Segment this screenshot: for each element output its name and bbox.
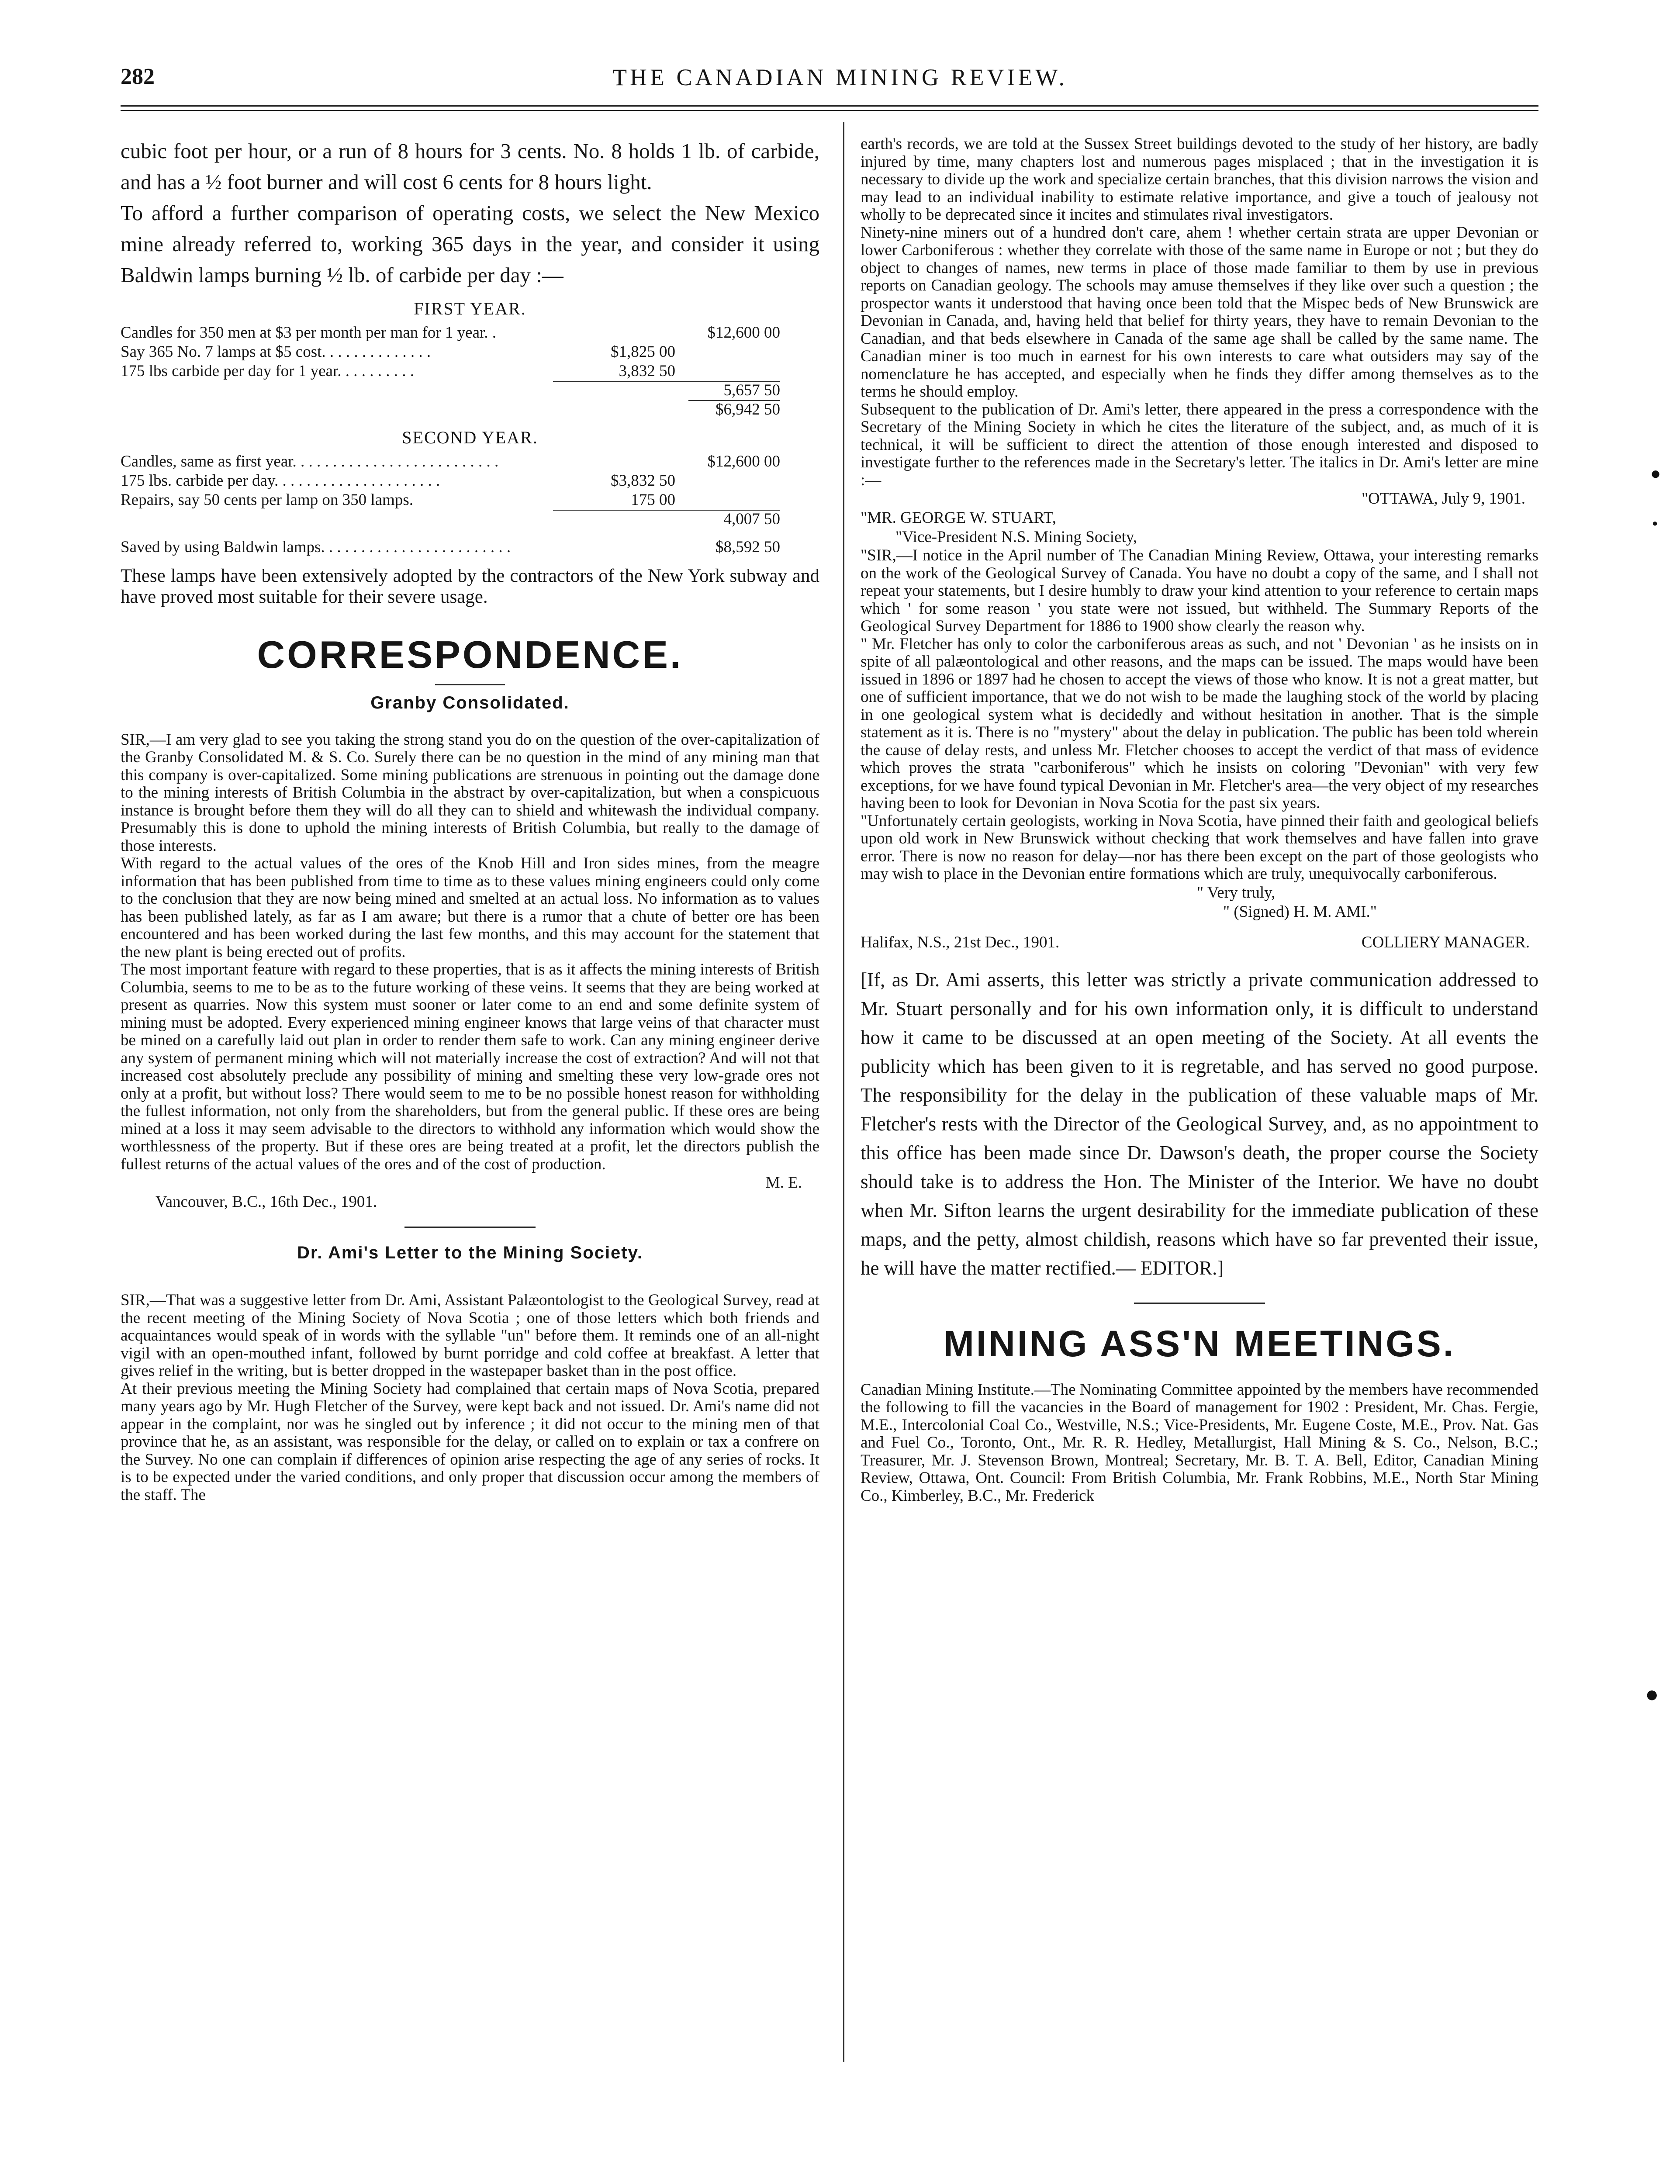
granby-heading: Granby Consolidated.: [370, 693, 570, 712]
ami-heading: Dr. Ami's Letter to the Mining Society.: [297, 1243, 643, 1263]
paragraph: " Mr. Fletcher has only to color the carboniferous areas as such, and not ' Devonian ' as he insists on in spite of all palæontological and other reasons, and the maps can be issued. The maps would have been issued in 1896 or 1897 had he chosen to accept the views of those who know. It is not a great matter, but one of sufficient importance, that we do not wish to be made the laughing stock of the world by placing in one geological system what is decidedly and without hesitation in another. That is the simple statement as it is. There is no "mystery" about the delay in publication. The public has been told wherein the cause of delay rests, and unless Mr. Fletcher chooses to accept the verdict of that mass of evidence which proves the strata "carboniferous" which he insists on coloring "Devonian" with very few exceptions, for we have found typical Devonian in Mr. Fletcher's area—the very object of my researches having been to look for Devonian in Nova Scotia for the past six years.: [861, 635, 1538, 812]
letter-date: "OTTAWA, July 9, 1901.: [1361, 490, 1525, 508]
section-rule: [404, 1227, 536, 1228]
meetings-section: [861, 1381, 1538, 1505]
section-rule: [1134, 1303, 1265, 1304]
dateline-author: COLLIERY MANAGER.: [1361, 933, 1530, 951]
ledger-row: Candles for 350 men at $3 per month per man for 1 year. . $12,600 00: [121, 324, 780, 342]
header-rule: [121, 105, 1538, 107]
ink-spot: ●: [1645, 1682, 1659, 1707]
ledger-row: 175 lbs carbide per day for 1 year. . . . . . . . . . 3,832 50: [121, 362, 819, 381]
meetings-heading: MINING ASS'N MEETINGS.: [943, 1323, 1456, 1364]
ink-spot: ●: [1652, 518, 1658, 529]
paragraph: "SIR,—I notice in the April number of The Canadian Mining Review, Ottawa, your interesting remarks on the work of the Geological Survey of Canada. You have no doubt a copy of the same, and I shall not repeat your statements, but I desire humbly to draw your kind attention to your reference to certain maps which ' for some reason ' you state were not issued, but withheld. The Summary Reports of the Geological Survey Department for 1886 to 1900 show clearly the reason why.: [861, 546, 1538, 635]
paragraph: earth's records, we are told at the Sussex Street buildings devoted to the study of her history, are badly injured by time, many chapters lost and numerous pages misplaced ; that in the investigation it is necessary to divide up the work and specialize certain branches, that this division narrows the vision and may lead to an individual inability to estimate relative importance, and give a touch of jealousy not wholly to be deprecated since it incites and stimulates rival investigators.: [861, 135, 1538, 224]
paragraph: SIR,—I am very glad to see you taking the strong stand you do on the question of the over-capitalization of the Granby Consolidated M. & S. Co. Surely there can be no question in the mind of any mining man that this company is over-capitalized. Some mining publications are strenuous in pointing out the damage done to the mining interests of British Columbia in the abstract by over-capitalization, but when a conspicuous instance is brought before them they will do all they can to shield and whitewash the individual company. Presumably this is done to uphold the mining interests of British Columbia, but really to the damage of those interests.: [121, 730, 819, 855]
ami-continued: [861, 135, 1538, 952]
paragraph: At their previous meeting the Mining Society had complained that certain maps of Nova Scotia, prepared many years ago by Mr. Hugh Fletcher of the Survey, were kept back and not issued. Dr. Ami's name did not appear in the complaint, nor was he singled out by inference ; it did not occur to the mining men of that province that he, as an assistant, was responsible for the delay, or called on to explain or tax a confrere on the Survey. No one can complain if differences of opinion arise respecting the age of any series of rocks. It is to be expected under the varied conditions, and only proper that discussion occur among the members of the staff. The: [121, 1379, 819, 1504]
left-column: [121, 135, 819, 1504]
right-column: [861, 135, 1538, 1505]
dateline-row: [861, 933, 1538, 952]
paragraph: With regard to the actual values of the ores of the Knob Hill and Iron sides mines, from the meagre information that has been published from time to time as to these values mining engineers could only come to the conclusion that they are now being mined and smelted at an actual loss. No information as to values has been published lately, as far as I am aware; but there is a rumor that a chute of better ore has been encountered and has been worked during the last few months, and this may account for the statement that the new plant is being erected out of profits.: [121, 854, 819, 961]
paragraph: [If, as Dr. Ami asserts, this letter was strictly a private communication addressed to Mr. Stuart personally and for his own information only, it is difficult to understand how it came to be discussed at an open meeting of the Society. At all events the publicity which has been given to it is regretable, and has served no good purpose. The responsibility for the delay in the publication of these valuable maps of Mr. Fletcher's rests with the Director of the Geological Survey, and, as no appointment to this office has been made since Dr. Dawson's death, the proper course the Society should take is to address the Hon. The Minister of the Interior. We have no doubt when Mr. Sifton learns the urgent desirability for the immediate publication of these maps, and the petty, almost childish, reasons which have so far prevented their issue, he will have the matter rectified.— EDITOR.]: [861, 968, 1538, 1279]
paragraph: These lamps have been extensively adopted by the contractors of the New York subway and have proved most suitable for their severe usage.: [121, 566, 819, 607]
ledger-first-year: [121, 323, 819, 419]
editor-note: [861, 965, 1538, 1282]
ink-spot: ●: [1650, 463, 1661, 483]
letter-addressee-title: "Vice-President N.S. Mining Society,: [895, 528, 1137, 546]
paragraph: "Unfortunately certain geologists, working in Nova Scotia, have pinned their faith and geological beliefs upon old work in New Brunswick without checking that work themselves and have fallen into grave error. There is now no reason for delay—nor has there been except on the part of those geologists who may wish to place in the Devonian entire formations which are truly, unequivocally carboniferous.: [861, 812, 1538, 883]
section-rule: [435, 684, 505, 685]
ledger-row: 4,007 50: [723, 510, 780, 528]
correspondence-heading: CORRESPONDENCE.: [257, 633, 683, 676]
ledger-row: Candles, same as first year. . . . . . . . . . . . . . . . . . . . . . . . . . $12,600 00: [121, 453, 780, 470]
paragraph: Canadian Mining Institute.—The Nominating Committee appointed by the members have recommended the following to fill the vacancies in the Board of management for 1902 : President, Mr. Chas. Fergie, M.E., Intercolonial Coal Co., Westville, N.S.; Vice-Presidents, Mr. Eugene Coste, M.E., Prov. Nat. Gas and Fuel Co., Toronto, Ont., Mr. R. R. Hedley, Metallurgist, Hall Mining & S. Co., Nelson, B.C.; Treasurer, Mr. J. Stevenson Brown, Montreal; Secretary, Mr. B. T. A. Bell, Editor, Canadian Mining Review, Ottawa, Ont. Council: From British Columbia, Mr. Frank Robbins, M.E., North Star Mining Co., Kimberley, B.C., Mr. Frederick: [861, 1380, 1538, 1505]
ledger-row: 175 lbs. carbide per day. . . . . . . . . . . . . . . . . . . . . $3,832 50: [121, 472, 675, 490]
header-rule-thin: [121, 110, 1538, 111]
lamp-cost-section: [121, 135, 819, 290]
letter-addressee: "MR. GEORGE W. STUART,: [861, 509, 1057, 527]
ledger-row: 5,657 50: [121, 381, 819, 400]
running-head: THE CANADIAN MINING REVIEW.: [612, 64, 1068, 90]
ledger-heading: FIRST YEAR.: [414, 299, 526, 318]
dateline-place: Halifax, N.S., 21st Dec., 1901.: [861, 933, 1060, 951]
letter-dateline: Vancouver, B.C., 16th Dec., 1901.: [156, 1193, 377, 1211]
ledger-row: Say 365 No. 7 lamps at $5 cost. . . . . . . . . . . . . . $1,825 00: [121, 343, 675, 361]
paragraph: cubic foot per hour, or a run of 8 hours for 3 cents. No. 8 holds 1 lb. of carbide, and has a ½ foot burner and will cost 6 cents for 8 hours light.: [121, 139, 819, 194]
paragraph: Subsequent to the publication of Dr. Ami's letter, there appeared in the press a correspondence with the Secretary of the Mining Society in which he cites the literature of the subject, and, as much of it is technical, it will be sufficient to direct the attention of those enough interested and disposed to investigate further to the references made in the Secretary's letter. The italics in Dr. Ami's letter are mine :—: [861, 400, 1538, 489]
column-divider: [843, 122, 844, 2062]
ledger-row: Saved by using Baldwin lamps. . . . . . . . . . . . . . . . . . . . . . . . $8,592 50: [121, 538, 780, 556]
letter-signoff: M. E.: [765, 1174, 802, 1192]
page-number: 282: [121, 64, 155, 89]
ledger-row: $6,942 50: [716, 401, 780, 418]
ledger-row: Repairs, say 50 cents per lamp on 350 lamps. 175 00: [121, 491, 819, 510]
letter-signature: " (Signed) H. M. AMI.": [1223, 902, 1377, 921]
ledger-second-year: [121, 452, 819, 557]
ledger-heading: SECOND YEAR.: [402, 428, 538, 447]
granby-letter: [121, 731, 819, 1212]
paragraph: SIR,—That was a suggestive letter from Dr. Ami, Assistant Palæontologist to the Geological Survey, read at the recent meeting of the Mining Society of Nova Scotia ; one of those letters which both friends and acquaintances would speak of in words with the syllable "un" before them. It reminds one of an all-night vigil with an open-mouthed infant, followed by burnt porridge and cold coffee at breakfast. A letter that gives relief in the writing, but is better dropped in the wastepaper basket than in the post office.: [121, 1291, 819, 1380]
paragraph: Ninety-nine miners out of a hundred don't care, ahem ! whether certain strata are upper Devonian or lower Carboniferous : whether they correlate with those of the same name in Europe or not ; but they do object to changes of names, new terms in place of those made familiar to them by use in previous reports on Canadian geology. The schools may amuse themselves if they like over such a question ; the prospector wants it understood that having once been told that the Mispec beds of New Brunswick are Devonian in Canada, and, having held that belief for thirty years, they have to remain Devonian to the Canadian, and that beds elsewhere in Canada of the same age shall be called by the same name. The Canadian miner is too much in earnest for his own interests to care what outsiders may say of the nomenclature he has accepted, and especially when he finds they differ among themselves as to the terms he should employ.: [861, 223, 1538, 401]
paragraph: To afford a further comparison of operating costs, we select the New Mexico mine already referred to, working 365 days in the year, and consider it using Baldwin lamps burning ½ lb. of carbide per day :—: [121, 201, 819, 287]
ami-letter: [121, 1292, 819, 1504]
paragraph: The most important feature with regard to these properties, that is as it affects the mining interests of British Columbia, seems to me to be as to the future working of these veins. It seems that they are being worked at present as quarries. Now this system must sooner or later come to an end and some definite system of mining must be adopted. Every experienced mining engineer knows that large veins of that character must be mined on a carefully laid out plan in order to render them safe to work. Can any mining engineer derive any system of permanent mining which will not materially increase the cost of extraction? And will not that increased cost absolutely preclude any possibility of mining and smelting these very low-grade ores not only at a profit, but without loss? There would seem to me to be no possible honest reason for withholding the fullest information, not only from the shareholders, but from the general public. If these ores are being mined at a loss it may seem advisable to the directors to withhold any information which would show the worthlessness of the property. But if these ores are being treated at a profit, let the directors publish the fullest returns of the actual values of the ores and of the cost of production.: [121, 961, 819, 1173]
letter-close: " Very truly,: [1197, 883, 1276, 902]
lamp-closing: [121, 566, 819, 608]
